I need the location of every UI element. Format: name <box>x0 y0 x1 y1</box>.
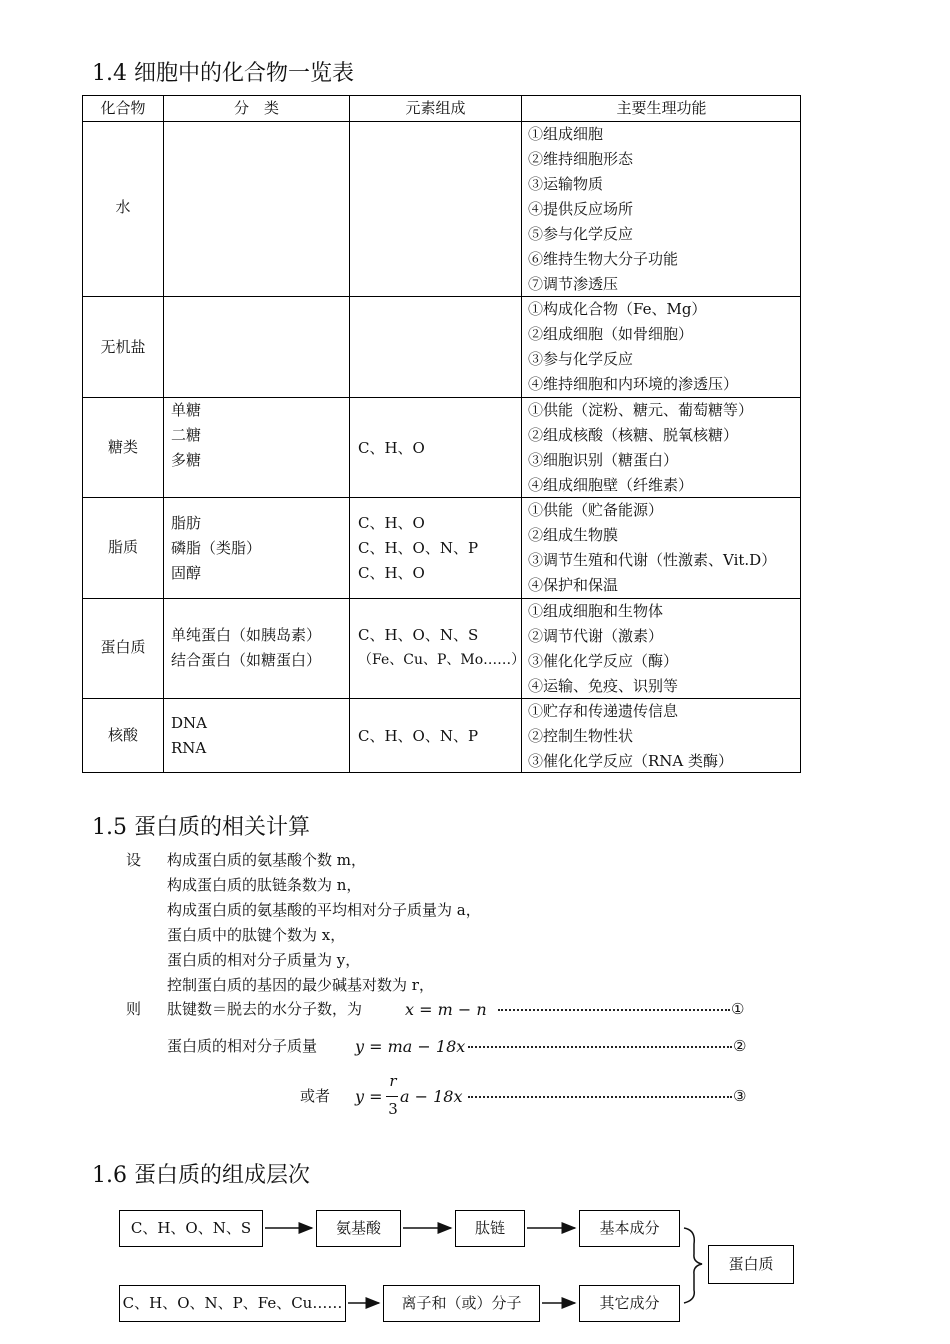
dot-leader <box>468 1046 732 1048</box>
elements-cell: C、H、O、N、S （Fe、Cu、P、Mo……） <box>358 626 526 668</box>
brace-icon <box>684 1228 702 1303</box>
box-ions-molecules: 离子和（或）分子 <box>383 1285 540 1322</box>
formula-3-text: 或者 <box>300 1087 331 1105</box>
formula-2-number: ② <box>733 1037 747 1055</box>
compound-name: 无机盐 <box>100 338 146 356</box>
functions-cell: ①组成细胞和生物体 ②调节代谢（激素） ③催化化学反应（酶） ④运输、免疫、识别等 <box>528 602 679 695</box>
compound-name: 核酸 <box>107 726 138 744</box>
formula-3-number: ③ <box>733 1087 747 1105</box>
compound-name: 糖类 <box>107 438 138 456</box>
functions-cell: ①供能（淀粉、糖元、葡萄糖等） ②组成核酸（核糖、脱氧核糖） ③细胞识别（糖蛋白） ④组成细胞壁（纤维素） <box>528 401 754 494</box>
flow-arrows <box>0 1200 950 1340</box>
compound-name: 脂质 <box>107 538 138 556</box>
categories-cell: 脂肪 磷脂（类脂） 固醇 <box>171 514 262 582</box>
categories-cell: 单纯蛋白（如胰岛素） 结合蛋白（如糖蛋白） <box>171 626 322 669</box>
compound-name: 蛋白质 <box>100 638 146 656</box>
categories-cell: 单糖 二糖 多糖 <box>171 401 202 469</box>
box-elements-basic: C、H、O、N、S <box>119 1210 263 1247</box>
box-basic-component: 基本成分 <box>579 1210 680 1247</box>
elements-cell: C、H、O、N、P <box>358 727 479 745</box>
box-amino-acid: 氨基酸 <box>316 1210 401 1247</box>
section-1-5-title: 1.5 蛋白质的相关计算 <box>92 815 310 840</box>
box-elements-other: C、H、O、N、P、Fe、Cu…… <box>119 1285 346 1322</box>
fraction-bar <box>386 1096 398 1097</box>
header-elements: 元素组成 <box>405 99 466 117</box>
formula-1-number: ① <box>731 1000 745 1018</box>
compound-name: 水 <box>115 198 131 216</box>
functions-cell: ①贮存和传递遗传信息 ②控制生物性状 ③催化化学反应（RNA 类酶） <box>528 702 734 770</box>
formula-3-lhs: y = <box>355 1087 383 1106</box>
section-1-4-title: 1.4 细胞中的化合物一览表 <box>92 61 354 86</box>
box-peptide-chain: 肽链 <box>455 1210 525 1247</box>
elements-cell: C、H、O <box>358 439 425 457</box>
compound-table <box>82 95 801 773</box>
formula-1-equation: x = m − n <box>405 1000 487 1019</box>
dot-leader <box>468 1096 732 1098</box>
section-1-6-title: 1.6 蛋白质的组成层次 <box>92 1163 310 1188</box>
functions-cell: ①组成细胞 ②维持细胞形态 ③运输物质 ④提供反应场所 ⑤参与化学反应 ⑥维持生物大分子功能 ⑦调节渗透压 <box>528 125 679 293</box>
functions-cell: ①供能（贮备能源） ②组成生物膜 ③调节生殖和代谢（性激素、Vit.D） ④保护和保温 <box>528 501 777 594</box>
definitions-list: 构成蛋白质的氨基酸个数 m， 构成蛋白质的肽链条数为 n， 构成蛋白质的氨基酸的平均相对分子质量为 a， 蛋白质中的肽键个数为 x， 蛋白质的相对分子质量为 y， 控制蛋白质的基因的最少碱基对数为 r， <box>167 851 481 994</box>
fraction-denominator: 3 <box>388 1100 398 1118</box>
dot-leader <box>498 1009 730 1011</box>
box-protein: 蛋白质 <box>708 1245 794 1284</box>
formula-2-equation: y = ma − 18x <box>355 1037 466 1056</box>
categories-cell: DNA RNA <box>171 714 207 757</box>
fraction-numerator: r <box>389 1072 397 1090</box>
functions-cell: ①构成化合物（Fe、Mg） ②组成细胞（如骨细胞） ③参与化学反应 ④维持细胞和内环境的渗透压） <box>528 300 739 393</box>
elements-cell: C、H、O C、H、O、N、P C、H、O <box>358 514 479 582</box>
let-label: 设 <box>126 851 142 869</box>
formula-2-text: 蛋白质的相对分子质量 <box>167 1037 318 1055</box>
formula-1-text: 肽键数＝脱去的水分子数，为 <box>167 1000 363 1018</box>
header-compound: 化合物 <box>100 99 146 117</box>
box-other-component: 其它成分 <box>579 1285 680 1322</box>
header-category: 分 类 <box>233 99 279 117</box>
then-label: 则 <box>126 1000 142 1018</box>
header-functions: 主要生理功能 <box>616 99 707 117</box>
formula-3-rest: a − 18x <box>400 1087 463 1106</box>
